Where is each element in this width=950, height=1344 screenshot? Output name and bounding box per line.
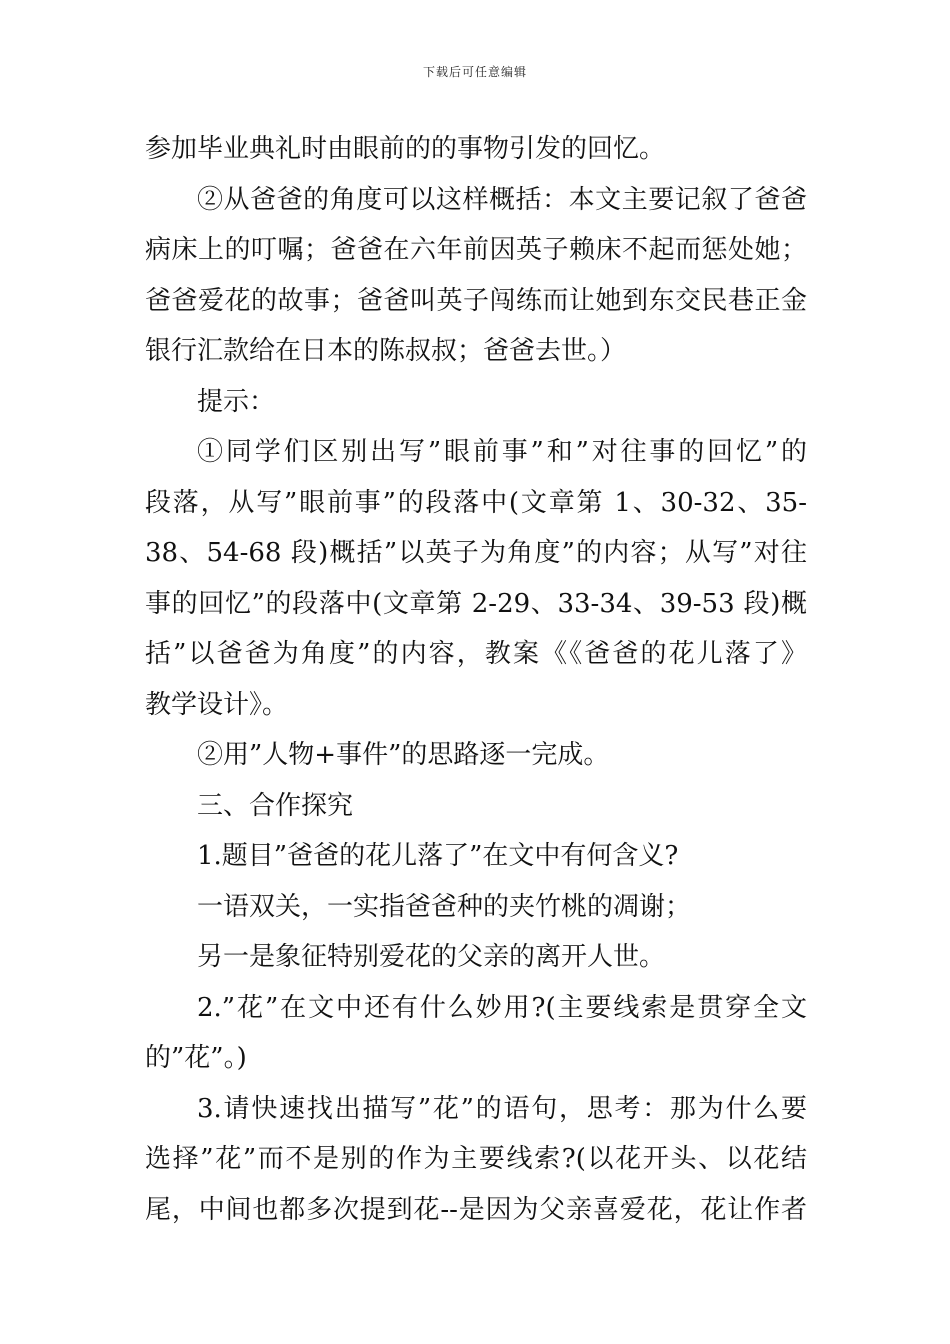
- text-line: 提示：: [197, 386, 276, 417]
- text-line: ①同学们区别出写”眼前事”和”对往事的回忆”的: [197, 437, 807, 467]
- text-line: 银行汇款给在日本的陈叔叔；爸爸去世。）: [145, 336, 627, 366]
- question-line: 2.”花”在文中还有什么妙用?(主要线索是贯穿全文: [197, 992, 807, 1023]
- text-line: 事的回忆”的段落中(文章第 2-29、33-34、39-53 段)概: [145, 588, 807, 619]
- text-line: 爸爸爱花的故事；爸爸叫英子闯练而让她到东交民巷正金: [145, 285, 807, 316]
- text-line: 病床上的叮嘱；爸爸在六年前因英子赖床不起而惩处她；: [145, 235, 807, 265]
- section-heading: 三、合作探究: [197, 790, 354, 821]
- question-line: 3.请快速找出描写”花”的语句，思考：那为什么要: [197, 1093, 807, 1124]
- page-header: 下载后可任意编辑: [422, 65, 527, 79]
- text-line: 一语双关，一实指爸爸种的夹竹桃的凋谢；: [197, 891, 692, 922]
- question-line: 1.题目”爸爸的花儿落了”在文中有何含义?: [197, 841, 679, 871]
- text-line: 参加毕业典礼时由眼前的的事物引发的回忆。: [145, 134, 666, 164]
- text-line: 括”以爸爸为角度”的内容，教案《《爸爸的花儿落了》: [145, 639, 807, 669]
- text-line: 选择”花”而不是别的作为主要线索?(以花开头、以花结: [145, 1144, 807, 1174]
- text-line: 段落，从写”眼前事”的段落中(文章第 1、30-32、35-: [145, 487, 807, 518]
- text-line: 另一是象征特别爱花的父亲的离开人世。: [197, 942, 666, 972]
- text-line: 教学设计》。: [145, 689, 289, 720]
- body-text: [145, 124, 807, 1235]
- text-line: 38、54-68 段)概括”以英子为角度”的内容；从写”对往: [145, 538, 807, 568]
- text-line: 的”花”。): [145, 1043, 247, 1073]
- text-line: ②用”人物+事件”的思路逐一完成。: [197, 740, 610, 770]
- text-line: 尾，中间也都多次提到花--是因为父亲喜爱花，花让作者: [145, 1194, 807, 1225]
- text-line: ②从爸爸的角度可以这样概括：本文主要记叙了爸爸: [197, 184, 807, 215]
